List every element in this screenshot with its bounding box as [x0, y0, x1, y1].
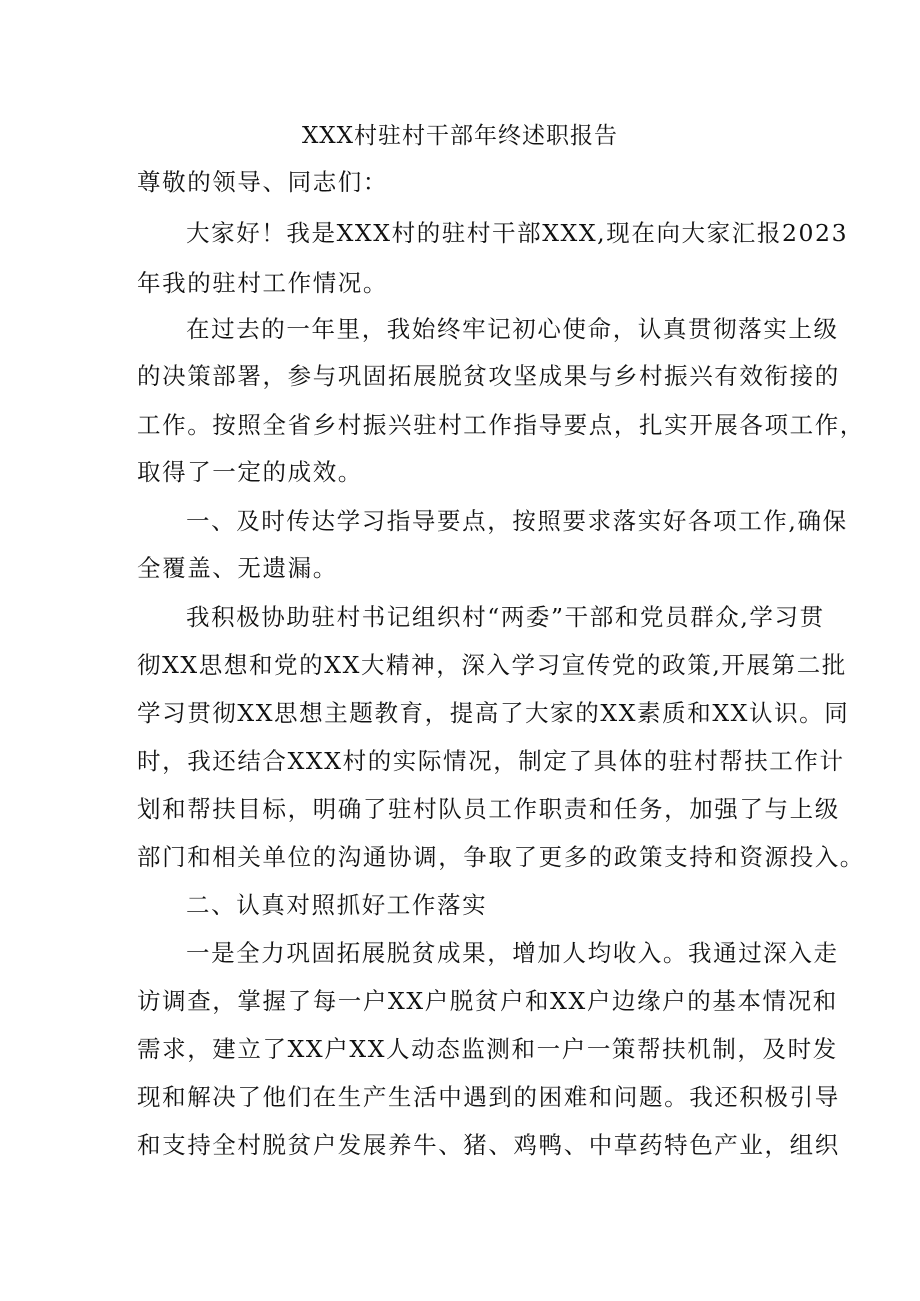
- paragraph-line: 的决策部署，参与巩固拓展脱贫攻坚成果与乡村振兴有效衔接的: [137, 362, 840, 390]
- paragraph-line: 年我的驻村工作情况。: [137, 269, 388, 297]
- paragraph-line: 彻XX思想和党的XX大精神，深入学习宣传党的政策,开展第二批: [137, 651, 847, 679]
- section-heading-line: 一、及时传达学习指导要点，按照要求落实好各项工作,确保: [186, 507, 848, 535]
- section-heading-line: 二、认真对照抓好工作落实: [186, 891, 488, 919]
- paragraph-line: 访调查，掌握了每一户XX户脱贫户和XX户边缘户的基本情况和: [137, 987, 838, 1015]
- paragraph-line: 工作。按照全省乡村振兴驻村工作指导要点，扎实开展各项工作，: [137, 411, 865, 439]
- paragraph-line: 一是全力巩固拓展脱贫成果，增加人均收入。我通过深入走: [186, 939, 839, 967]
- paragraph-line: 学习贯彻XX思想主题教育，提高了大家的XX素质和XX认识。同: [137, 699, 850, 727]
- salutation-line: 尊敬的领导、同志们：: [137, 168, 388, 196]
- paragraph-line: 在过去的一年里，我始终牢记初心使命，认真贯彻落实上级: [186, 315, 839, 343]
- paragraph-line: 大家好！我是XXX村的驻村干部XXX,现在向大家汇报2023: [186, 219, 849, 247]
- section-heading-line: 全覆盖、无遗漏。: [137, 554, 338, 582]
- paragraph-line: 取得了一定的成效。: [137, 458, 363, 486]
- paragraph-line: 时，我还结合XXX村的实际情况，制定了具体的驻村帮扶工作计: [137, 747, 845, 775]
- paragraph-line: 我积极协助驻村书记组织村“两委”干部和党员群众,学习贯: [186, 603, 825, 631]
- paragraph-line: 划和帮扶目标，明确了驻村队员工作职责和任务，加强了与上级: [137, 795, 840, 823]
- document-title: XXX村驻村干部年终述职报告: [301, 123, 619, 149]
- paragraph-line: 和支持全村脱贫户发展养牛、猪、鸡鸭、中草药特色产业，组织: [137, 1131, 840, 1159]
- paragraph-line: 现和解决了他们在生产生活中遇到的困难和问题。我还积极引导: [137, 1083, 840, 1111]
- paragraph-line: 部门和相关单位的沟通协调，争取了更多的政策支持和资源投入。: [137, 843, 865, 871]
- paragraph-line: 需求，建立了XX户XX人动态监测和一户一策帮扶机制，及时发: [137, 1035, 838, 1063]
